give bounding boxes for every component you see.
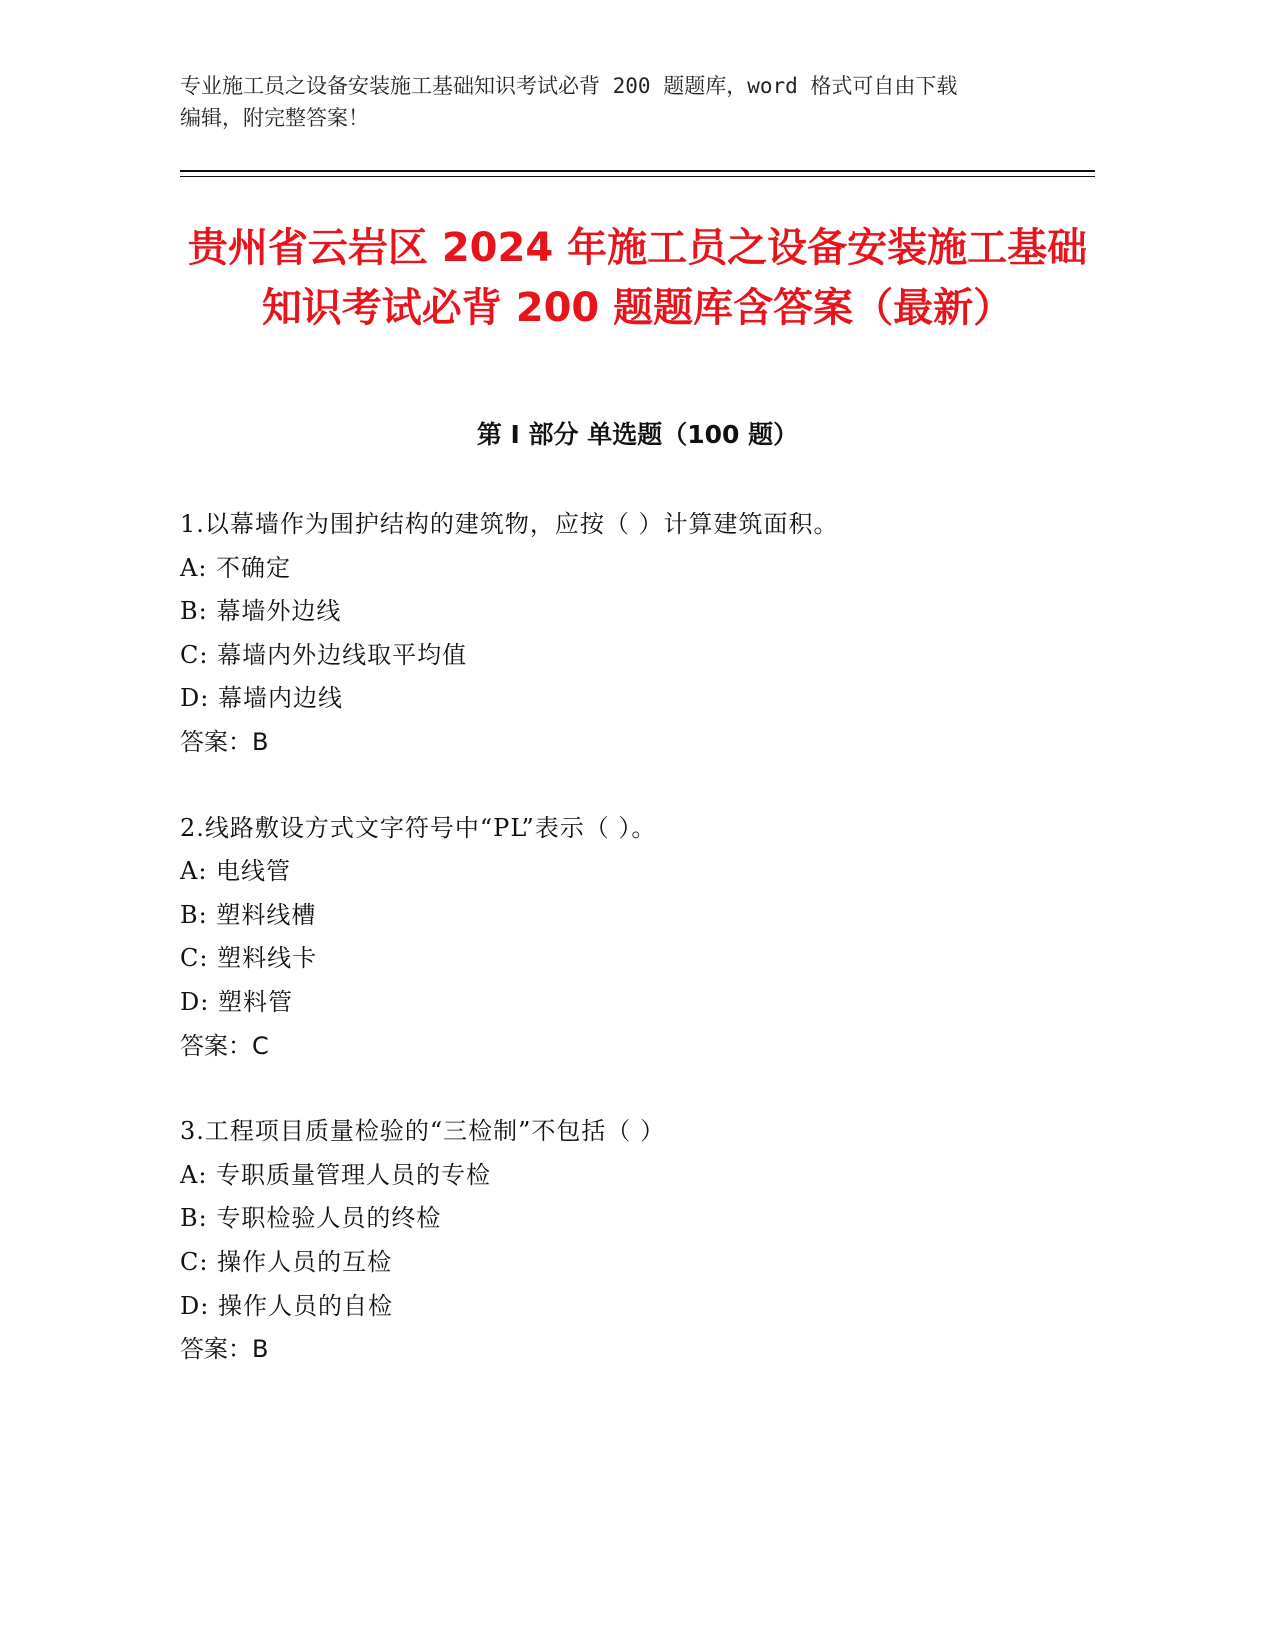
header-divider-thin [180,176,1095,177]
question-stem: 1.以幕墙作为围护结构的建筑物，应按（ ）计算建筑面积。 [180,510,839,538]
answer-line: 答案：C [180,1031,269,1060]
option-d: D: 塑料管 [180,987,293,1016]
option-b: B: 幕墙外边线 [180,597,342,626]
option-c: C: 操作人员的互检 [180,1247,393,1276]
option-d: D: 幕墙内边线 [180,684,343,713]
question-stem: 3.工程项目质量检验的“三检制”不包括（ ） [180,1117,666,1146]
option-a: A: 专职质量管理人员的专检 [180,1160,492,1189]
option-b: B: 塑料线槽 [180,900,317,929]
header-divider-thick [180,170,1095,172]
question-item [180,807,1095,1069]
option-a: A: 电线管 [180,857,292,886]
question-list [180,503,1095,1414]
option-c: C: 幕墙内外边线取平均值 [180,640,468,669]
question-item [180,1110,1095,1372]
option-c: C: 塑料线卡 [180,944,318,973]
answer-line: 答案：B [180,1335,269,1364]
answer-line: 答案：B [180,727,269,756]
document-title: 贵州省云岩区 2024 年施工员之设备安装施工基础知识考试必背 200 题题库含答案（最新） [187,225,1088,331]
header-note-line-2: 编辑，附完整答案！ [180,106,369,130]
option-a: A: 不确定 [180,553,292,582]
question-stem: 2.线路敷设方式文字符号中“PL”表示（ ）。 [180,813,657,842]
header-note-line-1: 专业施工员之设备安装施工基础知识考试必背 200 题题库，word 格式可自由下载 [180,74,958,98]
option-b: B: 专职检验人员的终检 [180,1204,442,1233]
question-item [180,503,1095,765]
option-d: D: 操作人员的自检 [180,1291,393,1320]
section-heading: 第 I 部分 单选题（100 题） [476,420,799,449]
header-note [180,70,1060,134]
